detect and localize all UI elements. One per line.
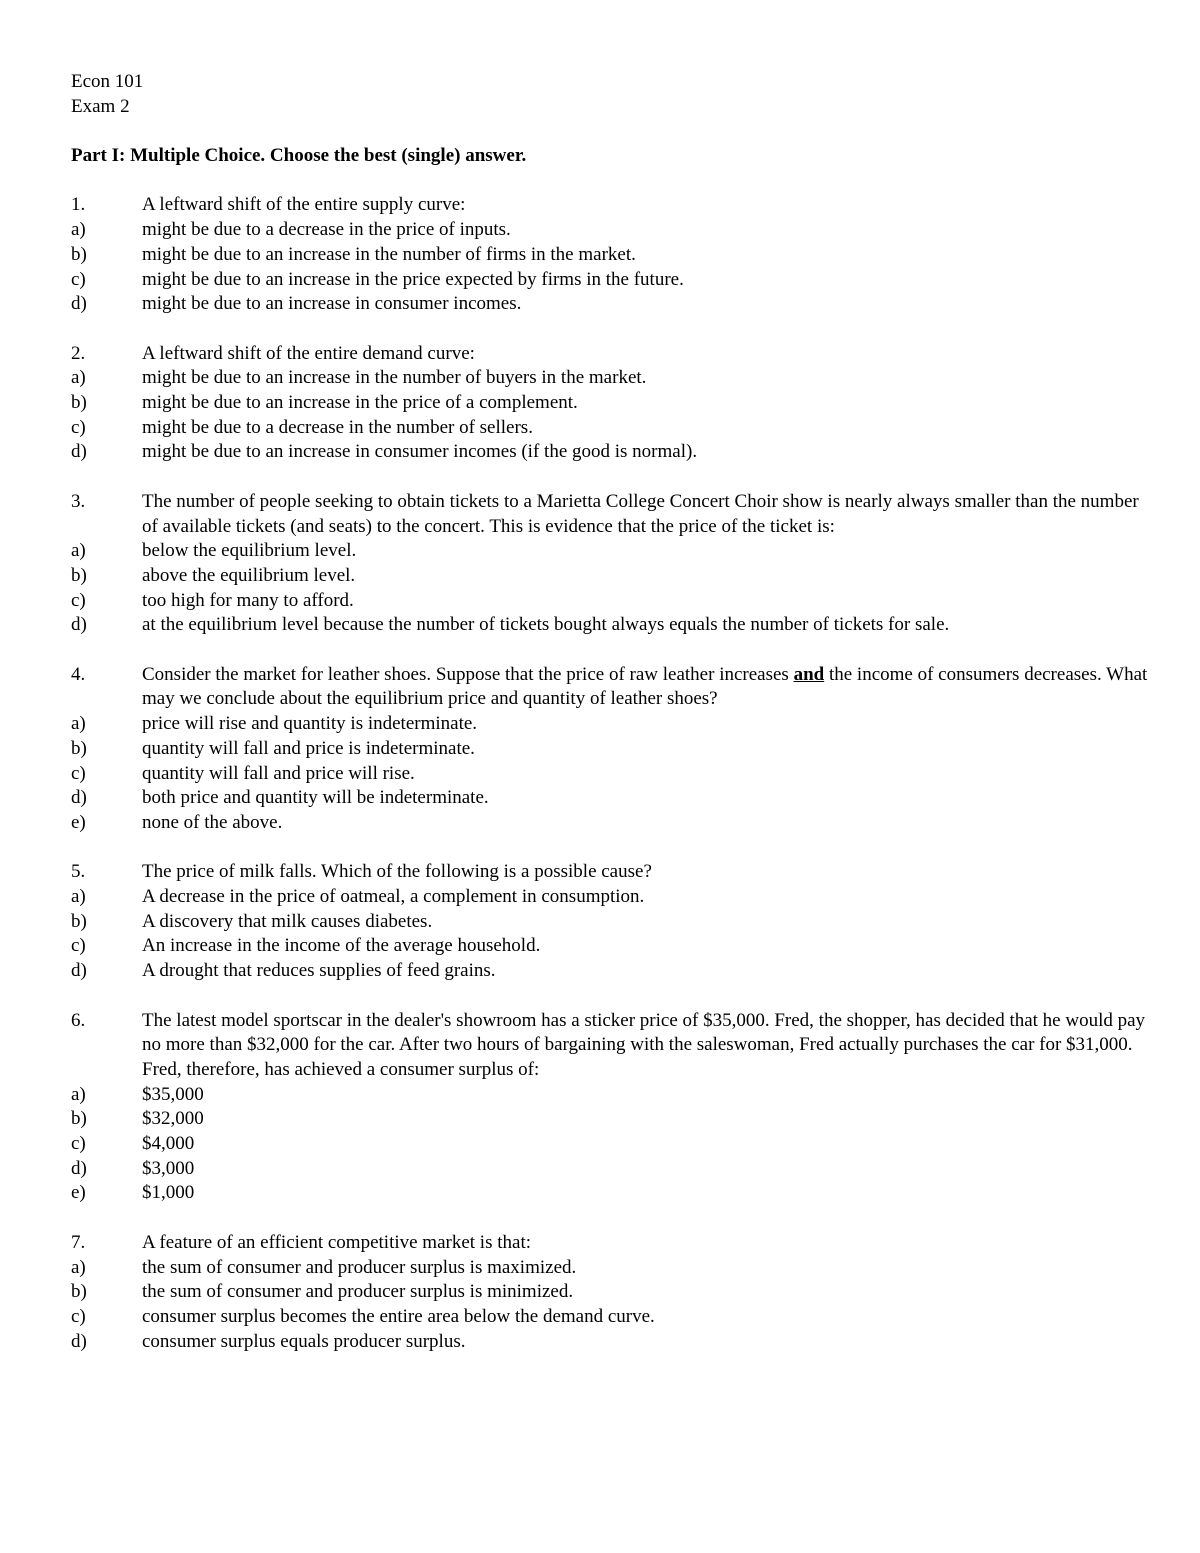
answer-option (71, 292, 1151, 317)
option-label: b) (71, 910, 87, 932)
question-1 (71, 193, 1151, 317)
option-text: A drought that reduces supplies of feed grains. (142, 960, 496, 982)
option-text: might be due to an increase in the number of buyers in the market. (142, 367, 647, 389)
question-text: A feature of an efficient competitive market is that: (142, 1231, 531, 1253)
question-number: 1. (71, 194, 86, 216)
option-text: consumer surplus becomes the entire area below the demand curve. (142, 1305, 655, 1327)
option-text: none of the above. (142, 811, 283, 833)
option-text: $35,000 (142, 1083, 204, 1105)
question-number: 3. (71, 490, 86, 512)
option-label: a) (71, 219, 86, 241)
answer-option (71, 1181, 1151, 1206)
answer-option (71, 1132, 1151, 1157)
spacer (71, 119, 1151, 144)
option-label: a) (71, 1083, 86, 1105)
answer-option (71, 440, 1151, 465)
answer-option (71, 762, 1151, 787)
option-text: quantity will fall and price is indeterminate. (142, 737, 475, 759)
question-text: The price of milk falls. Which of the following is a possible cause? (142, 861, 652, 883)
question-number: 2. (71, 342, 86, 364)
option-text: above the equilibrium level. (142, 564, 356, 586)
answer-option (71, 268, 1151, 293)
question-stem (71, 663, 1151, 712)
question-text (142, 663, 1151, 712)
option-label: b) (71, 392, 87, 414)
option-text: A discovery that milk causes diabetes. (142, 910, 433, 932)
option-label: c) (71, 1305, 86, 1327)
question-text: The number of people seeking to obtain tickets to a Marietta College Concert Choir show is nearly always smaller than the number of available tickets (and seats) to the concert. This is evidence that the price of the ticket is: (142, 490, 1139, 537)
answer-option (71, 243, 1151, 268)
option-text: $32,000 (142, 1108, 204, 1130)
answer-option (71, 737, 1151, 762)
question-stem (71, 342, 1151, 367)
option-label: e) (71, 811, 86, 833)
emphasized-word: and (793, 663, 825, 685)
answer-option (71, 1256, 1151, 1281)
question-stem (71, 193, 1151, 218)
option-text: might be due to an increase in the price expected by firms in the future. (142, 268, 684, 290)
option-text: $1,000 (142, 1182, 195, 1204)
question-7 (71, 1231, 1151, 1355)
option-text: might be due to an increase in the number of firms in the market. (142, 243, 636, 265)
option-label: d) (71, 441, 87, 463)
answer-option (71, 391, 1151, 416)
option-label: b) (71, 1281, 87, 1303)
option-label: d) (71, 960, 87, 982)
option-text: might be due to an increase in consumer incomes. (142, 293, 522, 315)
answer-option (71, 1280, 1151, 1305)
question-text-end: the income of consumers decreases. What may we conclude about the equilibrium price and quantity of leather shoes? (142, 663, 1148, 710)
option-text: consumer surplus equals producer surplus. (142, 1330, 466, 1352)
question-3 (71, 490, 1151, 638)
question-text: The latest model sportscar in the dealer's showroom has a sticker price of $35,000. Fred, the shopper, has decided that he would pay no more than $32,000 for the car. After two hours of bargaining with the saleswoman, Fred actually purchases the car for $31,000. Fred, therefore, has achieved a consumer surplus of: (142, 1009, 1146, 1080)
option-text: both price and quantity will be indeterminate. (142, 787, 489, 809)
option-text: might be due to an increase in consumer incomes (if the good is normal). (142, 441, 698, 463)
option-text: $4,000 (142, 1133, 195, 1155)
option-label: c) (71, 416, 86, 438)
option-label: a) (71, 367, 86, 389)
option-text: quantity will fall and price will rise. (142, 762, 415, 784)
course-title: Econ 101 (71, 71, 144, 92)
option-label: e) (71, 1182, 86, 1204)
answer-option (71, 1305, 1151, 1330)
spacer (71, 169, 1151, 194)
answer-option (71, 910, 1151, 935)
answer-option (71, 959, 1151, 984)
question-6 (71, 1009, 1151, 1207)
answer-option (71, 934, 1151, 959)
question-text: A leftward shift of the entire demand curve: (142, 342, 475, 364)
option-text: might be due to a decrease in the number of sellers. (142, 416, 533, 438)
answer-option (71, 1083, 1151, 1108)
option-label: c) (71, 1133, 86, 1155)
answer-option (71, 564, 1151, 589)
question-number: 6. (71, 1009, 86, 1031)
answer-option (71, 589, 1151, 614)
answer-option (71, 539, 1151, 564)
exam-page (71, 70, 1151, 1379)
option-text: might be due to an increase in the price of a complement. (142, 392, 578, 414)
option-label: b) (71, 243, 87, 265)
option-text: price will rise and quantity is indeterminate. (142, 713, 478, 735)
question-stem (71, 490, 1151, 539)
answer-option (71, 1157, 1151, 1182)
answer-option (71, 885, 1151, 910)
option-text: might be due to a decrease in the price of inputs. (142, 219, 511, 241)
answer-option (71, 1107, 1151, 1132)
question-text: A leftward shift of the entire supply curve: (142, 194, 466, 216)
answer-option (71, 613, 1151, 638)
option-label: d) (71, 1157, 87, 1179)
question-number: 4. (71, 663, 86, 685)
exam-title: Exam 2 (71, 95, 130, 117)
option-label: b) (71, 737, 87, 759)
answer-option (71, 712, 1151, 737)
option-label: d) (71, 787, 87, 809)
option-label: a) (71, 713, 86, 735)
question-5 (71, 860, 1151, 984)
option-label: a) (71, 1256, 86, 1278)
option-text: too high for many to afford. (142, 589, 354, 611)
option-label: d) (71, 293, 87, 315)
option-text: below the equilibrium level. (142, 540, 357, 562)
option-text: the sum of consumer and producer surplus is maximized. (142, 1256, 577, 1278)
question-4 (71, 663, 1151, 836)
option-label: c) (71, 589, 86, 611)
option-label: d) (71, 614, 87, 636)
option-text: An increase in the income of the average household. (142, 935, 541, 957)
option-label: c) (71, 762, 86, 784)
answer-option (71, 811, 1151, 836)
question-2 (71, 342, 1151, 466)
option-label: b) (71, 564, 87, 586)
question-number: 7. (71, 1231, 86, 1253)
question-number: 5. (71, 861, 86, 883)
part-heading: Part I: Multiple Choice. Choose the best (single) answer. (71, 145, 527, 167)
question-stem (71, 1231, 1151, 1256)
question-text-start: Consider the market for leather shoes. Suppose that the price of raw leather increases (142, 663, 794, 685)
answer-option (71, 218, 1151, 243)
option-label: a) (71, 540, 86, 562)
option-label: b) (71, 1108, 87, 1130)
option-label: c) (71, 935, 86, 957)
option-text: the sum of consumer and producer surplus is minimized. (142, 1281, 574, 1303)
option-text: $3,000 (142, 1157, 195, 1179)
option-text: A decrease in the price of oatmeal, a complement in consumption. (142, 886, 645, 908)
answer-option (71, 1330, 1151, 1355)
question-stem (71, 860, 1151, 885)
option-label: d) (71, 1330, 87, 1352)
question-stem (71, 1009, 1151, 1083)
option-label: a) (71, 886, 86, 908)
answer-option (71, 366, 1151, 391)
option-label: c) (71, 268, 86, 290)
option-text: at the equilibrium level because the number of tickets bought always equals the number of tickets for sale. (142, 614, 950, 636)
answer-option (71, 416, 1151, 441)
answer-option (71, 786, 1151, 811)
